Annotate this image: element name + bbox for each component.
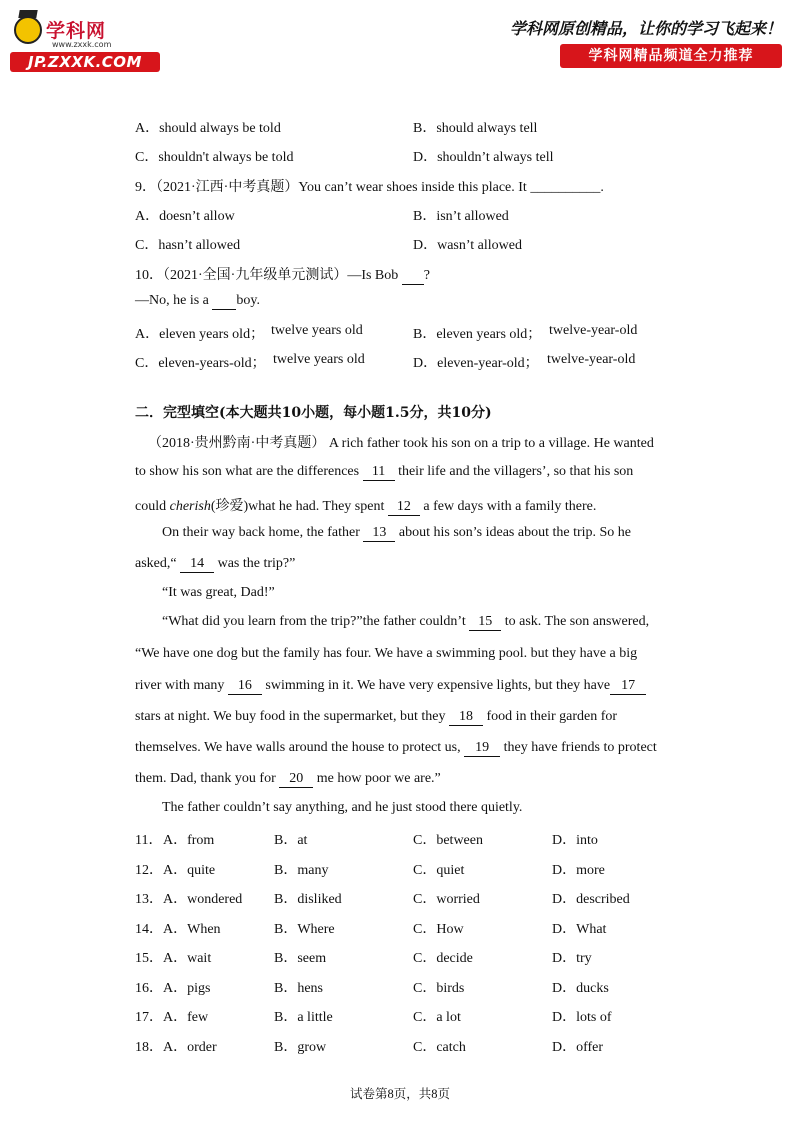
q10-option-b: B．eleven years old； bbox=[413, 327, 542, 342]
passage-text: river with many bbox=[135, 678, 228, 693]
option-d: D．offer bbox=[552, 1039, 604, 1055]
option-number: 14． bbox=[135, 921, 163, 937]
option-b: B．a little bbox=[274, 1010, 333, 1025]
q9-option-d: D．wasn’t allowed bbox=[413, 238, 522, 253]
q8-option-a: A．should always be told bbox=[135, 121, 281, 136]
option-c: C．decide bbox=[413, 951, 473, 966]
q8-option-b: B．should always tell bbox=[413, 121, 538, 136]
option-number: 17． bbox=[135, 1010, 163, 1025]
blank-19: 19 bbox=[464, 740, 500, 757]
site-logo bbox=[8, 14, 158, 74]
blank-12: 12 bbox=[388, 499, 420, 516]
passage-line-8: “We have one dog but the family has four. We have a swimming pool. but they have a big bbox=[135, 646, 638, 661]
passage-text: me how poor we are.” bbox=[313, 771, 441, 786]
q10-option-b-second: twelve-year-old bbox=[549, 323, 638, 338]
passage-text: “What did you learn from the trip?”the father couldn’t bbox=[162, 614, 470, 629]
passage-italic-word: cherish bbox=[169, 499, 211, 514]
passage-text: stars at night. We buy food in the supermarket, but they bbox=[135, 709, 449, 724]
blank-15: 15 bbox=[469, 614, 501, 631]
passage-line-5 bbox=[135, 556, 295, 573]
option-b: B．hens bbox=[274, 980, 323, 996]
option-a: A．from bbox=[163, 833, 215, 848]
blank-11: 11 bbox=[363, 464, 395, 481]
option-a: A．wondered bbox=[163, 892, 243, 907]
option-a: A．pigs bbox=[163, 980, 211, 996]
section-title: 二．完型填空(本大题共10小题，每小题1.5分，共10分) bbox=[135, 405, 492, 421]
q10-option-d: D．eleven-year-old； bbox=[413, 356, 539, 371]
passage-text: a few days with a family there. bbox=[419, 499, 597, 514]
q9-option-c: C．hasn’t allowed bbox=[135, 238, 241, 253]
q10-option-a: A．eleven years old； bbox=[135, 327, 265, 342]
q10-line2-text: —No, he is a bbox=[135, 293, 213, 308]
passage-line-2 bbox=[135, 464, 633, 481]
q9-option-a: A．doesn’t allow bbox=[135, 209, 235, 224]
blank-20: 20 bbox=[279, 771, 313, 788]
option-number: 18． bbox=[135, 1039, 163, 1055]
option-b: B．Where bbox=[274, 921, 335, 937]
option-d: D．try bbox=[552, 951, 592, 966]
q10-line2 bbox=[135, 293, 260, 310]
q9-option-b: B．isn’t allowed bbox=[413, 209, 509, 224]
q9-stem: 9．（2021·江西·中考真题）You can’t wear shoes inside this place. It __________. bbox=[135, 180, 604, 195]
option-number: 12． bbox=[135, 862, 163, 878]
passage-line-3 bbox=[135, 495, 596, 516]
blank-14: 14 bbox=[180, 556, 214, 573]
blank-18: 18 bbox=[449, 709, 483, 726]
passage-line-1: （2018·贵州黔南·中考真题） A rich father took his son on a trip to a village. He wanted bbox=[148, 436, 654, 451]
logo-name: 学科网 bbox=[46, 20, 107, 42]
option-c: C．catch bbox=[413, 1039, 466, 1055]
logo-url-banner: JP.ZXXK.COM bbox=[10, 52, 160, 72]
option-c: C．a lot bbox=[413, 1010, 461, 1025]
q10-line2-end: boy. bbox=[236, 293, 260, 308]
option-d: D．into bbox=[552, 833, 598, 848]
blank-16: 16 bbox=[228, 678, 262, 695]
option-a: A．wait bbox=[163, 951, 212, 966]
option-b: B．disliked bbox=[274, 892, 342, 907]
passage-text: to show his son what are the differences bbox=[135, 464, 363, 479]
passage-text: they have friends to protect bbox=[500, 740, 657, 755]
passage-text: food in their garden for bbox=[482, 709, 618, 724]
option-number: 15． bbox=[135, 951, 163, 966]
option-c: C．between bbox=[413, 833, 483, 848]
passage-line-9 bbox=[135, 678, 646, 695]
blank-17: 17 bbox=[610, 678, 646, 695]
passage-line-6: “It was great, Dad!” bbox=[162, 585, 275, 600]
option-d: D．more bbox=[552, 862, 605, 878]
option-b: B．many bbox=[274, 862, 329, 878]
page-footer: 试卷第8页，共8页 bbox=[349, 1087, 450, 1101]
option-c: C．How bbox=[413, 921, 464, 937]
option-d: D．described bbox=[552, 892, 630, 907]
option-a: A．few bbox=[163, 1010, 209, 1025]
q8-option-c: C．shouldn't always be told bbox=[135, 150, 294, 165]
option-d: D．ducks bbox=[552, 980, 609, 996]
q10-option-d-second: twelve-year-old bbox=[547, 352, 636, 367]
option-a: A．order bbox=[163, 1039, 217, 1055]
option-number: 16． bbox=[135, 980, 163, 996]
q8-option-d: D．shouldn’t always tell bbox=[413, 150, 554, 165]
q10-blank-1 bbox=[402, 268, 424, 285]
passage-line-10 bbox=[135, 709, 617, 726]
passage-text: their life and the villagers’, so that his son bbox=[394, 464, 634, 479]
q10-option-a-second: twelve years old bbox=[271, 323, 363, 338]
passage-text: to ask. The son answered, bbox=[501, 614, 650, 629]
q10-stem-end: ? bbox=[423, 268, 430, 283]
header-slogan: 学科网原创精品，让你的学习飞起来！ bbox=[509, 19, 782, 38]
q10-blank-2 bbox=[212, 293, 236, 310]
option-d: D．lots of bbox=[552, 1010, 612, 1025]
logo-small-url: www.zxxk.com bbox=[52, 40, 112, 49]
passage-text: (珍爱)what he had. They spent bbox=[210, 499, 388, 514]
passage-text: asked,“ bbox=[135, 556, 181, 571]
option-b: B．seem bbox=[274, 951, 327, 966]
passage-text: could bbox=[135, 499, 170, 514]
option-c: C．quiet bbox=[413, 862, 465, 878]
passage-line-4 bbox=[162, 525, 631, 542]
passage-text: them. Dad, thank you for bbox=[135, 771, 280, 786]
option-b: B．grow bbox=[274, 1039, 327, 1055]
option-c: C．birds bbox=[413, 980, 465, 996]
option-c: C．worried bbox=[413, 892, 480, 907]
option-d: D．What bbox=[552, 921, 607, 937]
option-a: A．quite bbox=[163, 862, 216, 878]
option-number: 13． bbox=[135, 892, 163, 907]
passage-text: themselves. We have walls around the house to protect us, bbox=[135, 740, 465, 755]
passage-line-11 bbox=[135, 740, 657, 757]
q10-stem bbox=[135, 264, 430, 285]
option-number: 11． bbox=[135, 833, 163, 848]
q10-option-c: C．eleven-years-old； bbox=[135, 356, 266, 371]
header-recommend-bar: 学科网精品频道全力推荐 bbox=[560, 44, 782, 68]
passage-line-7 bbox=[162, 614, 649, 631]
mascot-icon bbox=[14, 16, 42, 44]
passage-text: swimming in it. We have very expensive lights, but they have bbox=[261, 678, 611, 693]
passage-line-12 bbox=[135, 771, 441, 788]
passage-text: On their way back home, the father bbox=[162, 525, 364, 540]
q10-option-c-second: twelve years old bbox=[273, 352, 365, 367]
passage-text: was the trip?” bbox=[214, 556, 296, 571]
option-b: B．at bbox=[274, 833, 308, 848]
blank-13: 13 bbox=[363, 525, 395, 542]
passage-line-13: The father couldn’t say anything, and he just stood there quietly. bbox=[162, 800, 523, 815]
passage-text: about his son’s ideas about the trip. So he bbox=[395, 525, 632, 540]
q10-stem-text: 10．（2021·全国·九年级单元测试）—Is Bob bbox=[135, 268, 402, 283]
option-a: A．When bbox=[163, 921, 221, 937]
